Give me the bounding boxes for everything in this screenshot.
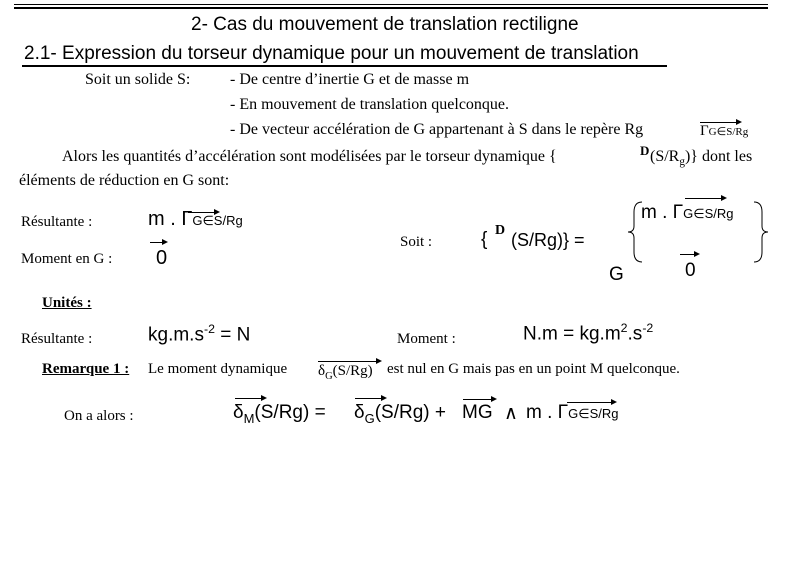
moment-zero: 0 xyxy=(156,247,168,269)
remark-delta-vector-arrow xyxy=(318,361,380,362)
section-underline xyxy=(22,65,667,67)
remark-text-a: Le moment dynamique xyxy=(148,361,288,377)
resultante-expr: m . ΓG∈S/Rg xyxy=(148,208,243,230)
intro-lead: Soit un solide S: xyxy=(85,71,191,88)
intro-bullet-3: - De vecteur accélération de G appartenant à S dans le repère Rg xyxy=(230,121,644,138)
intro-bullet-1: - De centre d’inertie G et de masse m xyxy=(230,71,470,88)
section-heading: 2.1- Expression du torseur dynamique pour un mouvement de translation xyxy=(24,43,639,64)
resultante-label: Résultante : xyxy=(21,214,93,230)
torsor-right-brace xyxy=(750,200,770,264)
statement-line-2: éléments de réduction en G sont: xyxy=(19,172,230,189)
matrix-bottom-vector-arrow xyxy=(680,254,698,255)
units-heading: Unités : xyxy=(42,295,92,311)
torsor-symbol: D xyxy=(495,223,506,238)
formula-wedge: ∧ xyxy=(504,403,518,424)
units-moment-value: $N.m = kg.m^2.s^{-2}$ xyxy=(523,321,654,345)
moment-zero-vector-arrow xyxy=(150,242,166,243)
matrix-point-g: G xyxy=(609,264,624,285)
formula-rhs-vector-arrow xyxy=(355,398,385,399)
torsor-open-brace: { xyxy=(481,229,488,250)
units-resultante-value: $kg.m.s^{-2} = N$ xyxy=(148,322,251,346)
formula-mg: MG xyxy=(462,402,493,423)
moment-label: Moment en G : xyxy=(21,251,113,267)
formula-mg-vector-arrow xyxy=(463,399,495,400)
formula-lhs: $\delta_M(S/Rg)$ = xyxy=(233,402,326,426)
formula-rhs: $\delta_G(S/Rg)$ + xyxy=(354,402,446,426)
accel-gamma: ΓG∈S/Rg xyxy=(700,123,749,139)
top-rule-thin xyxy=(14,4,768,5)
units-moment-label: Moment : xyxy=(397,331,456,347)
statement-text: Alors les quantités d’accélération sont modélisées par le torseur dynamique { xyxy=(62,148,557,165)
top-rule-thick xyxy=(14,7,768,9)
units-resultante-label: Résultante : xyxy=(21,331,93,347)
page-title: 2- Cas du mouvement de translation rectiligne xyxy=(191,14,579,35)
formula-gamma: m . ΓG∈S/Rg xyxy=(526,402,619,423)
matrix-bottom-zero: 0 xyxy=(685,260,696,281)
statement-arg: $(S/R_g)$} dont les xyxy=(650,148,753,169)
intro-bullet-2: - En mouvement de translation quelconque. xyxy=(230,96,510,113)
matrix-top-expr: m . ΓG∈S/Rg xyxy=(641,202,734,223)
remark-heading: Remarque 1 : xyxy=(42,361,130,377)
dynamic-torsor-symbol: D xyxy=(640,143,650,158)
soit-label: Soit : xyxy=(400,234,433,250)
formula-lhs-vector-arrow xyxy=(235,398,265,399)
matrix-top-vector-arrow xyxy=(685,198,725,199)
remark-delta: $\delta_G(S/Rg)$ xyxy=(318,363,373,382)
formula-label: On a alors : xyxy=(64,408,134,424)
torsor-arg: (S/Rg)} = xyxy=(511,230,585,250)
remark-text-b: est nul en G mais pas en un point M quelconque. xyxy=(387,361,680,377)
